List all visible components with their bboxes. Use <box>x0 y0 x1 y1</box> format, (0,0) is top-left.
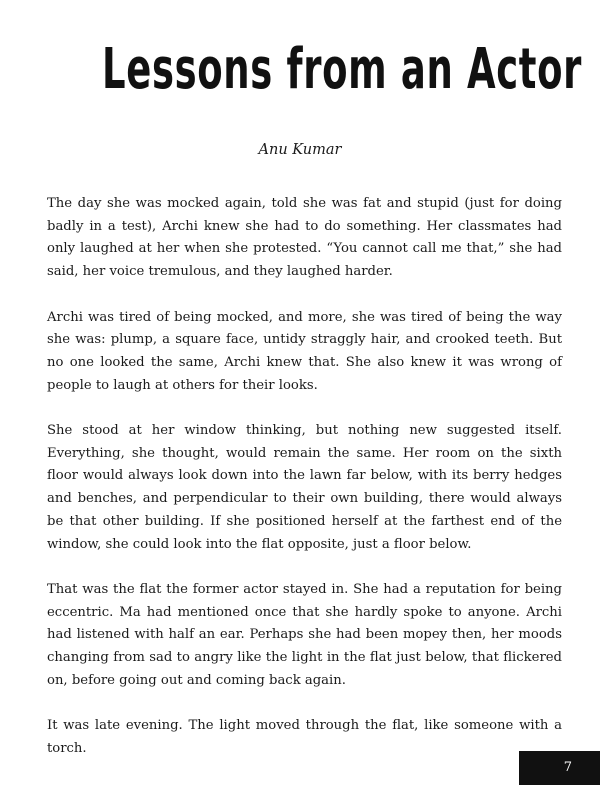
page-number-box <box>519 751 600 785</box>
paragraph-1: The day she was mocked again, told she was fat and stupid (just for doing badly in a test), Archi knew she had to do something. Her classmates had only laughed at her when she protested. “You cannot call me that,” she had said, her voice tremulous, and they laughed harder. <box>47 196 562 280</box>
story-body <box>47 193 562 761</box>
page-number: 7 <box>563 760 572 775</box>
paragraph-5: It was late evening. The light moved through the flat, like someone with a torch. <box>47 718 562 756</box>
author-byline: Anu Kumar <box>258 142 342 158</box>
paragraph-2: Archi was tired of being mocked, and more, she was tired of being the way she was: plump, a square face, untidy straggly hair, and crooked teeth. But no one looked the same, Archi knew that. She also knew it was wrong of people to laugh at others for their looks. <box>47 309 562 393</box>
page-title: Lessons from an Actor <box>101 37 583 102</box>
paragraph-3: She stood at her window thinking, but nothing new suggested itself. Everything, she thought, would remain the same. Her room on the sixth floor would always look down into the lawn far below, with its berry hedges and benches, and perpendicular to their own building, there would always be that other building. If she positioned herself at the farthest end of the window, she could look into the flat opposite, just a floor below. <box>47 423 562 552</box>
paragraph-4: That was the flat the former actor stayed in. She had a reputation for being eccentric. Ma had mentioned once that she hardly spoke to anyone. Archi had listened with half an ear. Perhaps she had been mopey then, her moods changing from sad to angry like the light in the flat just below, that flickered on, before going out and coming back again. <box>47 581 562 688</box>
